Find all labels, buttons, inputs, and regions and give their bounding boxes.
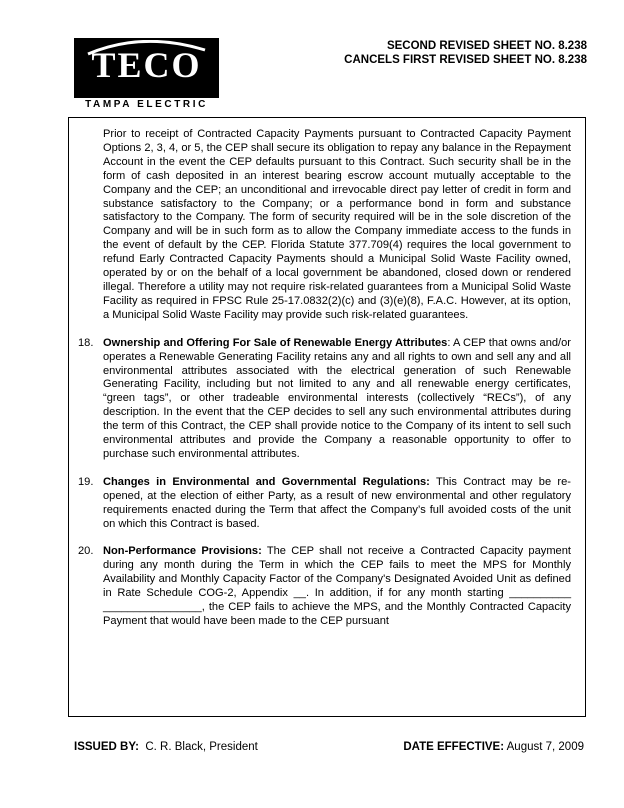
section-paragraph [103,476,571,532]
section-text: The CEP shall not receive a Contracted Capacity payment during any month during the Term in which the CEP fails to meet the MPS for Monthly Availability and Monthly Capacity Factor of the Company's Designated Avoided Unit as defined in Rate Schedule COG-2, Appendix __. In addition, if for any month starting __________ ________________, the CEP fails to achieve the MPS, and the Monthly Contracted Capacity Payment that would have been made to the CEP pursuant [103,545,571,627]
logo-wordmark: TECO [91,45,202,85]
sheet-cancels: CANCELS FIRST REVISED SHEET NO. 8.238 [344,54,587,66]
logo-subtitle: TAMPA ELECTRIC [85,99,208,110]
issued-label: ISSUED BY: [74,741,139,753]
section-18 [78,336,571,462]
section-20 [78,545,571,628]
section-text: : A CEP that owns and/or operates a Renewable Generating Facility retains any and all rights to own and sell any and all environmental attributes associated with the electrical generation of such Renewable Generating Facility, including but not limited to any and all renewable energy certificates, “green tags”, or other tradeable environmental interests (collectively “RECs”), of any description. In the event that the CEP decides to sell any such environmental attributes during the term of this Contract, the CEP shall provide notice to the Company of its intent to sell such environmental attributes and provide the Company a reasonable opportunity to offer to purchase such environmental attributes. [103,336,571,460]
section-number: 19. [78,475,94,488]
section-paragraph [103,337,571,462]
date-effective [403,741,584,753]
issued-by [74,741,258,753]
section-text: This Contract may be re-opened, at the election of either Party, as a result of new environmental and other regulatory requirements enacted during the Term that affect the Company’s full avoided costs of the unit on which this Contract is based. [103,475,571,530]
intro-paragraph: Prior to receipt of Contracted Capacity Payments pursuant to Contracted Capacity Payment Options 2, 3, 4, or 5, the CEP shall secure its obligation to repay any balance in the Repayment Account in the event the CEP defaults pursuant to this Contract. Such security shall be in the form of cash deposited in an interest bearing escrow account mutually acceptable to the Company and the CEP; an unconditional and irrevocable direct pay letter of credit in form and substance satisfactory to the Company; or a performance bond in form and substance satisfactory to the Company. The form of security required will be in the sole discretion of the Company and will be in such form as to allow the Company immediate access to the funds in the event of default by the CEP. Florida Statute 377.709(4) requires the local government to refund Early Contracted Capacity Payments should a Municipal Solid Waste Facility owned, operated by or on the behalf of a local government be abandoned, closed down or rendered illegal. Therefore a utility may not require risk-related guarantees from a Municipal Solid Waste Facility as required in FPSC Rule 25-17.0832(2)(c) and (3)(e)(8), F.A.C. However, at its option, a Municipal Solid Waste Facility may provide such risk-related guarantees. [103,128,571,321]
date-value: August 7, 2009 [506,741,584,753]
section-title: Non-Performance Provisions: [103,545,262,558]
sheet-number: SECOND REVISED SHEET NO. 8.238 [386,40,587,52]
section-number: 18. [78,336,94,349]
company-logo [74,38,219,98]
section-paragraph [103,545,571,628]
section-number: 20. [78,545,94,558]
document-body [78,128,571,629]
section-19 [78,475,571,532]
issued-value: C. R. Black, President [145,741,258,753]
section-title: Ownership and Offering For Sale of Renewable Energy Attributes [103,336,448,349]
section-title: Changes in Environmental and Governmental Regulations: [103,475,430,488]
date-label: DATE EFFECTIVE: [403,741,505,753]
